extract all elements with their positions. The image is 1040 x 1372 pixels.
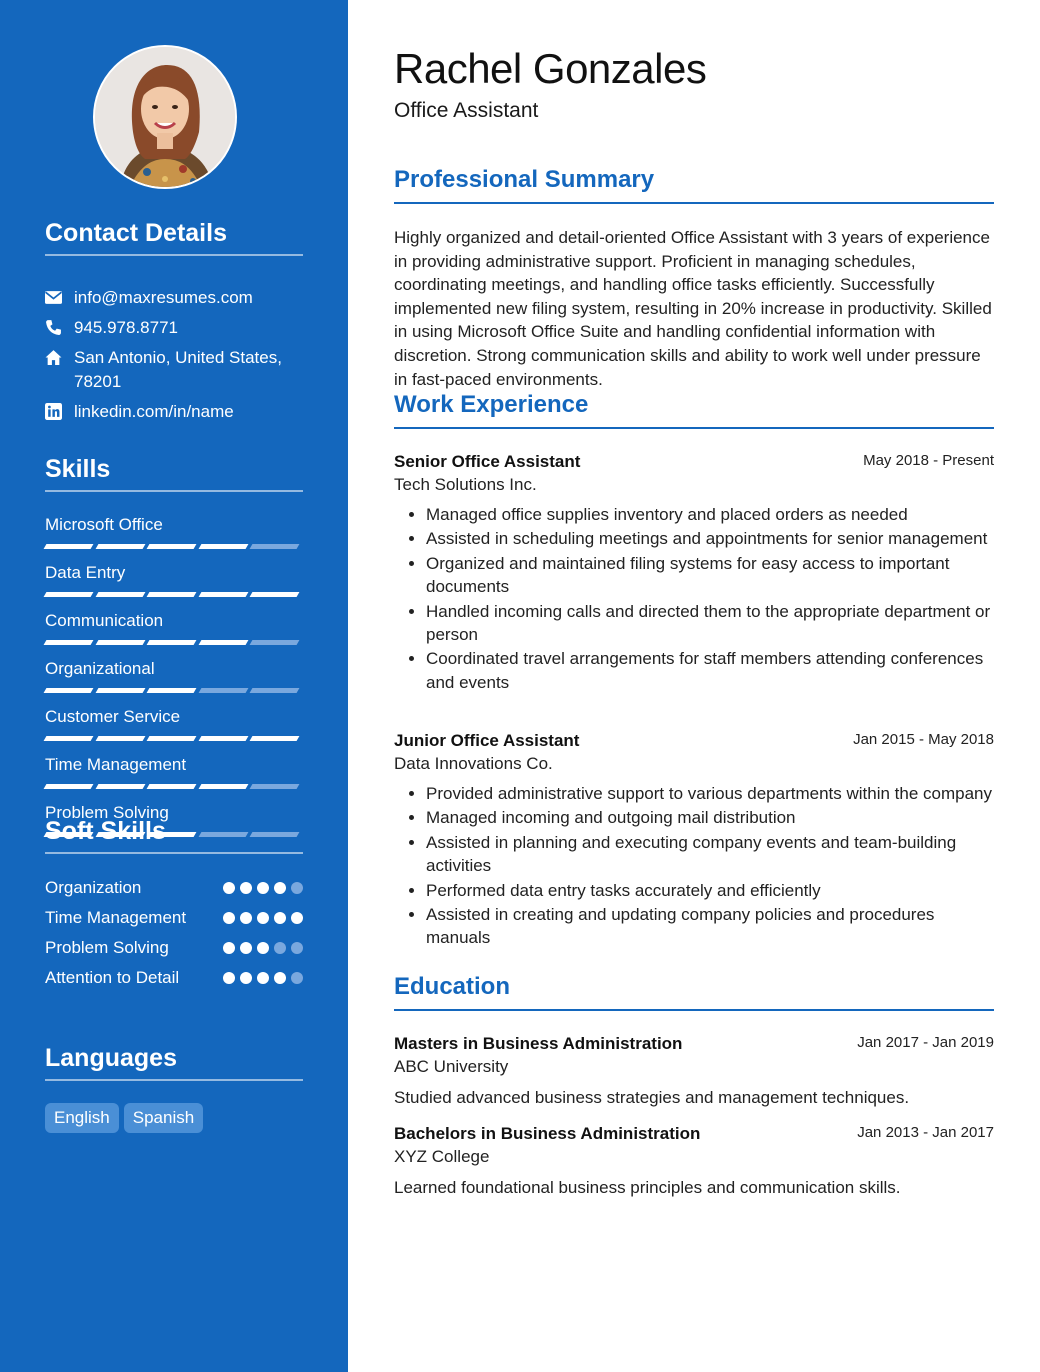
school-name: ABC University <box>394 1057 509 1076</box>
soft-skill-item <box>45 936 303 960</box>
contact-linkedin-text[interactable]: linkedin.com/in/name <box>74 402 234 421</box>
rating-dot <box>240 882 252 894</box>
rating-dot <box>240 912 252 924</box>
contact-heading: Contact Details <box>45 219 303 256</box>
rating-dot <box>257 882 269 894</box>
soft-skill-name: Time Management <box>45 908 187 927</box>
skill-name: Data Entry <box>45 563 126 582</box>
rating-dot <box>291 882 303 894</box>
linkedin-icon <box>45 403 62 420</box>
skills-list <box>45 514 303 837</box>
skill-level-segment <box>250 688 299 693</box>
skill-level-segment <box>44 784 93 789</box>
rating-dot <box>257 912 269 924</box>
skill-level-segment <box>198 640 247 645</box>
soft-skill-name: Organization <box>45 878 142 897</box>
skill-level-segment <box>44 688 93 693</box>
skill-level-segment <box>198 736 247 741</box>
skill-item <box>45 754 303 789</box>
education-description: Learned foundational business principles and communication skills. <box>394 1178 901 1197</box>
skill-name: Organizational <box>45 659 155 678</box>
language-tag: Spanish <box>124 1103 203 1133</box>
soft-skill-item <box>45 906 303 930</box>
experience-heading: Work Experience <box>394 391 994 429</box>
education-description: Studied advanced business strategies and management techniques. <box>394 1088 910 1107</box>
job-bullet: • Coordinated travel arrangements for staff members attending conferences and events <box>426 647 994 694</box>
languages-list <box>45 1103 303 1133</box>
job-date: Jan 2015 - May 2018 <box>853 731 994 748</box>
skill-level-segment <box>250 784 299 789</box>
soft-skill-item <box>45 876 303 900</box>
skill-level-segment <box>250 736 299 741</box>
skill-level-segment <box>250 544 299 549</box>
school-name: XYZ College <box>394 1147 490 1166</box>
job-bullet: • Assisted in planning and executing company events and team-building activities <box>426 831 994 878</box>
skills-section <box>45 455 303 850</box>
skill-item <box>45 706 303 741</box>
rating-dot <box>240 942 252 954</box>
skill-level-segment <box>147 592 196 597</box>
contact-email-text[interactable]: info@maxresumes.com <box>74 288 253 307</box>
skill-level-segment <box>147 784 196 789</box>
skill-name: Microsoft Office <box>45 515 163 534</box>
education-heading: Education <box>394 973 994 1011</box>
skill-item <box>45 514 303 549</box>
skill-level-segment <box>95 784 144 789</box>
skill-level-segment <box>147 688 196 693</box>
skill-level-bar <box>45 640 303 645</box>
soft-skill-name: Attention to Detail <box>45 968 180 987</box>
skill-level-segment <box>95 736 144 741</box>
soft-skills-heading: Soft Skills <box>45 817 303 854</box>
skill-item <box>45 562 303 597</box>
candidate-name: Rachel Gonzales <box>394 45 707 92</box>
rating-dot <box>257 942 269 954</box>
phone-icon <box>45 319 62 336</box>
rating-dot <box>274 912 286 924</box>
job-entry <box>394 730 994 951</box>
summary-heading: Professional Summary <box>394 166 994 204</box>
skill-level-segment <box>95 592 144 597</box>
rating-dot <box>223 882 235 894</box>
contact-linkedin[interactable] <box>45 400 303 424</box>
rating-dot <box>274 972 286 984</box>
job-bullet: • Managed office supplies inventory and placed orders as needed <box>426 503 994 526</box>
languages-heading: Languages <box>45 1044 303 1081</box>
rating-dot <box>223 912 235 924</box>
email-icon <box>45 289 62 306</box>
education-entry <box>394 1033 994 1109</box>
education-entry <box>394 1123 994 1199</box>
soft-skills-section <box>45 817 303 996</box>
skill-level-bar <box>45 688 303 693</box>
skill-level-segment <box>198 784 247 789</box>
soft-skill-item <box>45 966 303 990</box>
education-date: Jan 2013 - Jan 2017 <box>857 1124 994 1141</box>
skill-level-segment <box>44 592 93 597</box>
skill-name: Time Management <box>45 755 187 774</box>
soft-skill-rating <box>218 912 303 924</box>
skill-level-segment <box>250 640 299 645</box>
skill-level-segment <box>147 640 196 645</box>
contact-address-text: San Antonio, United States, 78201 <box>74 348 282 391</box>
contact-section <box>45 219 303 430</box>
skill-level-segment <box>250 592 299 597</box>
skill-level-segment <box>95 544 144 549</box>
job-company: Tech Solutions Inc. <box>394 475 537 494</box>
contact-phone[interactable] <box>45 316 303 340</box>
skill-level-segment <box>198 688 247 693</box>
skill-item <box>45 658 303 693</box>
job-entry <box>394 451 994 695</box>
soft-skill-rating <box>218 972 303 984</box>
job-bullet: • Assisted in scheduling meetings and appointments for senior management <box>426 527 994 550</box>
skill-level-segment <box>147 736 196 741</box>
skill-level-segment <box>44 640 93 645</box>
rating-dot <box>240 972 252 984</box>
soft-skill-name: Problem Solving <box>45 938 169 957</box>
home-icon <box>45 349 62 366</box>
job-bullet: • Provided administrative support to various departments within the company <box>426 782 994 805</box>
rating-dot <box>257 972 269 984</box>
contact-address <box>45 346 303 394</box>
rating-dot <box>223 942 235 954</box>
sidebar <box>0 0 348 1372</box>
job-company: Data Innovations Co. <box>394 754 553 773</box>
soft-skills-list <box>45 876 303 990</box>
job-bullet: • Handled incoming calls and directed them to the appropriate department or person <box>426 600 994 647</box>
job-date: May 2018 - Present <box>863 452 994 469</box>
skill-level-segment <box>147 544 196 549</box>
rating-dot <box>274 942 286 954</box>
rating-dot <box>274 882 286 894</box>
skill-level-segment <box>198 544 247 549</box>
job-title: Senior Office Assistant <box>394 452 581 471</box>
skills-heading: Skills <box>45 455 303 492</box>
degree-title: Masters in Business Administration <box>394 1034 683 1053</box>
skill-level-bar <box>45 592 303 597</box>
skill-level-segment <box>95 688 144 693</box>
soft-skill-rating <box>218 882 303 894</box>
skill-name: Communication <box>45 611 164 630</box>
language-tag: English <box>45 1103 119 1133</box>
skill-level-segment <box>95 640 144 645</box>
skill-level-segment <box>44 544 93 549</box>
job-bullet: • Managed incoming and outgoing mail distribution <box>426 806 994 829</box>
education-date: Jan 2017 - Jan 2019 <box>857 1034 994 1051</box>
skill-level-bar <box>45 736 303 741</box>
soft-skill-rating <box>218 942 303 954</box>
job-bullet: • Assisted in creating and updating company policies and procedures manuals <box>426 903 994 950</box>
skill-item <box>45 610 303 645</box>
job-bullet: • Performed data entry tasks accurately and efficiently <box>426 879 994 902</box>
skill-level-bar <box>45 544 303 549</box>
contact-phone-text[interactable]: 945.978.8771 <box>74 318 178 337</box>
job-bullets <box>394 503 994 694</box>
rating-dot <box>291 972 303 984</box>
profile-photo <box>93 45 237 189</box>
skill-level-segment <box>44 736 93 741</box>
job-bullets <box>394 782 994 950</box>
job-bullet: • Organized and maintained filing systems for easy access to important documents <box>426 552 994 599</box>
rating-dot <box>291 942 303 954</box>
rating-dot <box>291 912 303 924</box>
rating-dot <box>223 972 235 984</box>
summary-text: Highly organized and detail-oriented Office Assistant with 3 years of experience in providing administrative support. Proficient in managing schedules, coordinating meetings, and handling office tasks efficiently. Successfully implemented new filing system, resulting in 20% increase in productivity. Skilled in using Microsoft Office Suite and handling confidential information with discretion. Strong communication skills and ability to work well under pressure in fast-paced environments. <box>394 228 992 389</box>
skill-level-bar <box>45 784 303 789</box>
degree-title: Bachelors in Business Administration <box>394 1124 701 1143</box>
skill-name: Customer Service <box>45 707 181 726</box>
skill-level-segment <box>198 592 247 597</box>
contact-email[interactable] <box>45 286 303 310</box>
skill-name: Problem Solving <box>45 803 169 822</box>
job-title: Junior Office Assistant <box>394 731 580 750</box>
languages-section <box>45 1044 303 1133</box>
candidate-title: Office Assistant <box>394 99 539 122</box>
